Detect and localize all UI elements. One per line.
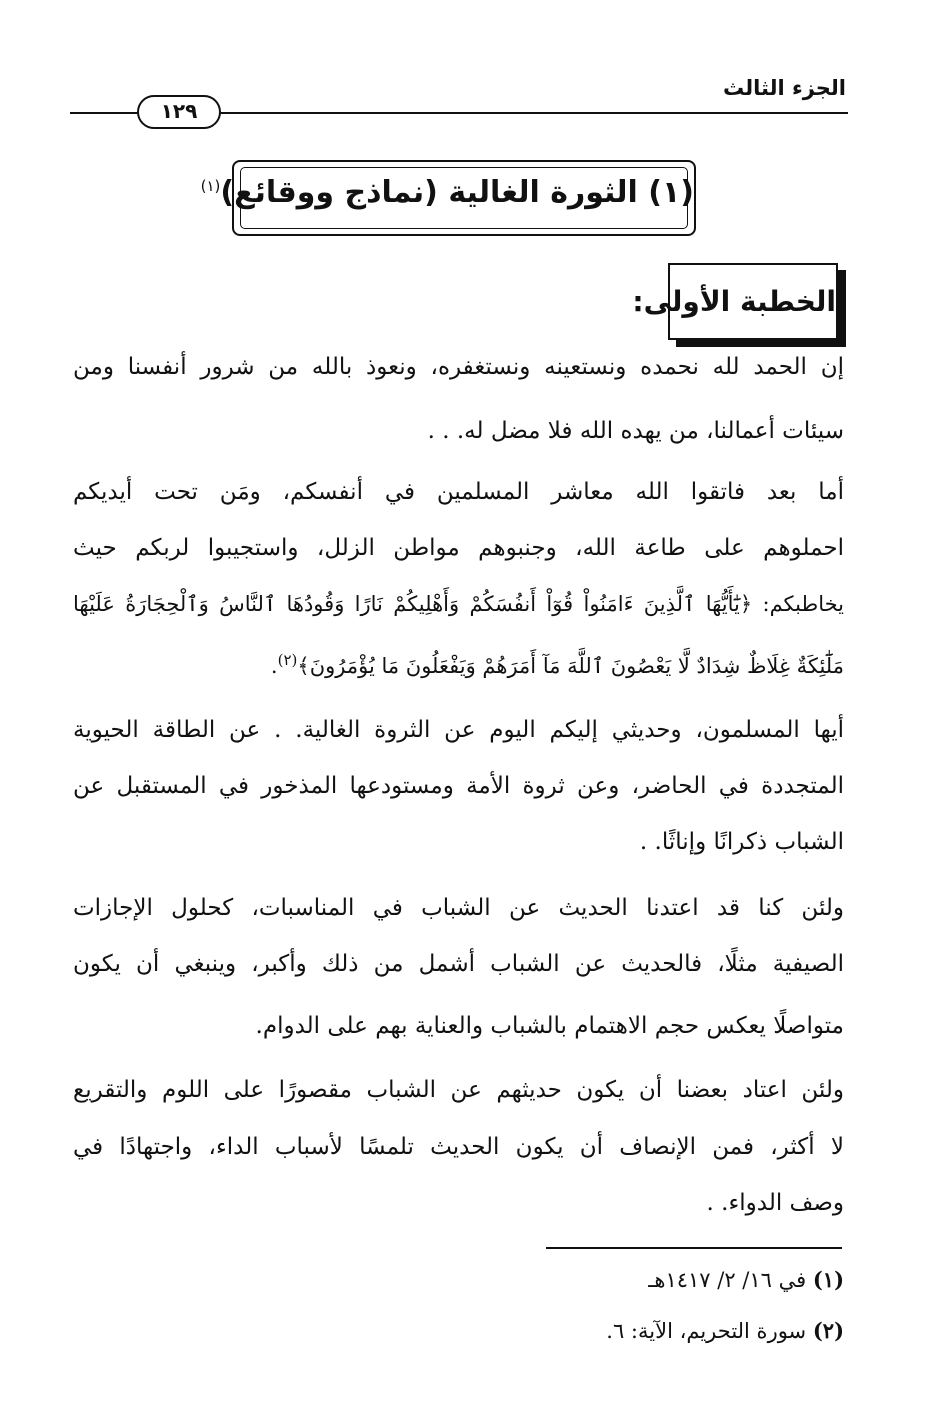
footnote-rule xyxy=(546,1247,842,1249)
running-title: الجزء الثالث xyxy=(723,76,846,100)
body-line: أيها المسلمون، وحديثي إليكم اليوم عن الثروة الغالية. . عن الطاقة الحيوية xyxy=(73,717,844,743)
body-line: احملوهم على طاعة الله، وجنبوهم مواطن الزلل، واستجيبوا لربكم حيث xyxy=(73,535,844,561)
footnote-text: في ١٦/ ٢/ ١٤١٧هـ xyxy=(648,1268,807,1292)
chapter-footnote-ref: (١) xyxy=(200,177,221,195)
body-line: إن الحمد لله نحمده ونستعينه ونستغفره، ونعوذ بالله من شرور أنفسنا ومن xyxy=(73,354,844,380)
page-number: ١٢٩ xyxy=(137,95,221,129)
chapter-title-frame xyxy=(200,160,696,236)
body-line: متواصلًا يعكس حجم الاهتمام بالشباب والعناية بهم على الدوام. xyxy=(255,1013,844,1039)
chapter-title-text: (١) الثورة الغالية (نماذج ووقائع) xyxy=(220,175,694,210)
footnote-text: سورة التحريم، الآية: ٦. xyxy=(606,1319,807,1343)
body-line: لا أكثر، فمن الإنصاف أن يكون الحديث تلمسًا لأسباب الداء، واجتهادًا في xyxy=(73,1134,844,1160)
footnote-item xyxy=(648,1266,844,1294)
body-line: ولئن كنا قد اعتدنا الحديث عن الشباب في المناسبات، كحلول الإجازات xyxy=(73,895,844,921)
body-line: الصيفية مثلًا، فالحديث عن الشباب أشمل من ذلك وأكبر، وينبغي أن يكون xyxy=(73,951,844,977)
body-line: المتجددة في الحاضر، وعن ثروة الأمة ومستودعها المذخور في المستقبل عن xyxy=(73,773,844,799)
body-line: ولئن اعتاد بعضنا أن يكون حديثهم عن الشباب مقصورًا على اللوم والتقريع xyxy=(73,1077,844,1103)
verse-text: مَلَٰٓئِكَةٌ غِلَاظٌ شِدَادٌ لَّا يَعْصُونَ ٱللَّهَ مَآ أَمَرَهُمْ وَيَفْعَلُونَ مَا يُؤْمَرُونَ﴾ xyxy=(297,654,844,678)
body-line: وصف الدواء. . xyxy=(706,1190,844,1216)
chapter-title xyxy=(200,175,694,210)
body-line: سيئات أعمالنا، من يهده الله فلا مضل له. . . xyxy=(427,418,844,444)
body-line: أما بعد فاتقوا الله معاشر المسلمين في أنفسكم، ومَن تحت أيديكم xyxy=(73,479,844,505)
verse-period: . xyxy=(270,654,278,678)
footnote-item xyxy=(606,1317,844,1345)
body-line: يخاطبكم: ﴿يَٰٓأَيُّهَا ٱلَّذِينَ ءَامَنُواْ قُوٓاْ أَنفُسَكُمْ وَأَهْلِيكُمْ نَارًا وَقُودُهَا ٱلنَّاسُ وَٱلْحِجَارَةُ عَلَيْهَا xyxy=(73,592,844,616)
footnote-number: (١) xyxy=(812,1267,844,1292)
body-line: الشباب ذكرانًا وإناثًا. . xyxy=(639,829,844,855)
body-line-verse-end xyxy=(271,645,844,681)
section-heading: الخطبة الأولى: xyxy=(668,263,838,340)
verse-footnote-ref: (٢) xyxy=(277,651,298,669)
footnote-number: (٢) xyxy=(812,1318,844,1343)
